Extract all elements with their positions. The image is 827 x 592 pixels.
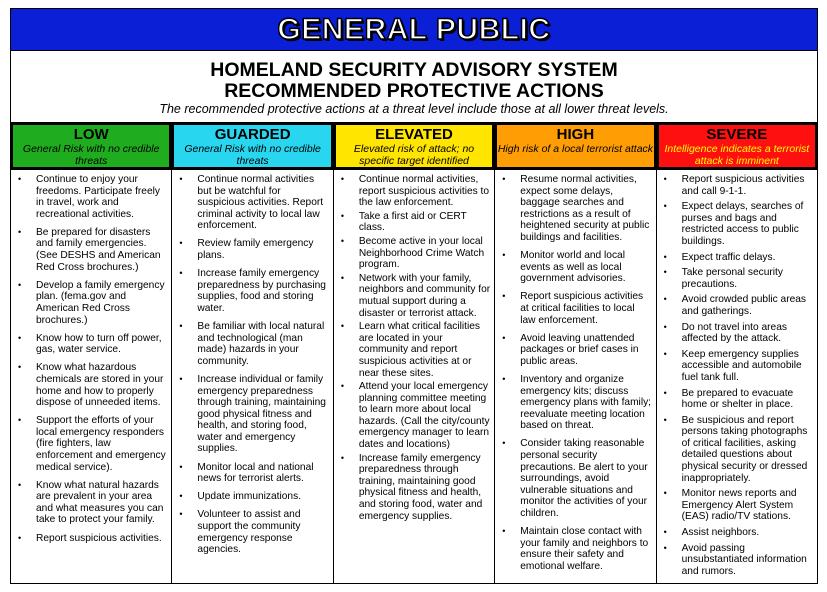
level-description: General Risk with no credible threats (184, 143, 321, 167)
action-item (339, 381, 491, 451)
action-item (16, 480, 168, 526)
bullet-icon: • (663, 348, 667, 359)
action-text: Avoid passing unsubstantiated information and rumors. (681, 542, 807, 577)
bullet-icon: • (340, 235, 344, 246)
action-text: Know what hazardous chemicals are stored in your home and how to properly dispose of unneeded items. (36, 362, 164, 409)
bullet-icon: • (179, 174, 183, 184)
actions-list-high (495, 170, 655, 584)
action-item (500, 333, 652, 368)
bullet-icon: • (663, 527, 667, 538)
bullet-icon: • (502, 438, 506, 449)
bullet-icon: • (18, 415, 22, 426)
threat-level-table (10, 122, 818, 584)
action-text: Report suspicious activities at critical facilities to local law enforcement. (520, 291, 644, 326)
bullet-icon: • (179, 321, 183, 332)
action-item (662, 543, 814, 578)
document-title-line1: HOMELAND SECURITY ADVISORY SYSTEM (210, 59, 618, 81)
action-text: Review family emergency plans. (197, 238, 314, 262)
action-item (500, 250, 652, 285)
action-item (16, 174, 168, 220)
action-text: Expect traffic delays. (681, 251, 776, 263)
action-item (662, 349, 814, 384)
bullet-icon: • (502, 250, 506, 261)
level-name: SEVERE (706, 126, 768, 143)
action-item (16, 533, 168, 545)
bullet-icon: • (340, 381, 344, 392)
bullet-icon: • (663, 488, 667, 499)
action-item (177, 462, 329, 485)
actions-list-guarded (172, 170, 332, 584)
action-text: Report suspicious activities. (36, 532, 162, 544)
column-header-low (11, 122, 171, 170)
action-text: Take a first aid or CERT class. (358, 210, 467, 234)
bullet-icon: • (340, 210, 344, 221)
action-item (500, 438, 652, 519)
level-name: LOW (73, 126, 109, 143)
action-item (177, 174, 329, 232)
action-text: Consider taking reasonable personal security precautions. Be alert to your surroundings, avoid vulnerable situations and monitor the activities of your children. (520, 438, 648, 519)
bullet-icon: • (179, 268, 183, 279)
action-text: Develop a family emergency plan. (fema.gov and American Red Cross brochures.) (36, 279, 165, 326)
action-text: Report suspicious activities and call 9-1-1. (681, 174, 805, 197)
actions-list-severe (657, 170, 817, 584)
action-item (500, 174, 652, 244)
bullet-icon: • (340, 174, 344, 184)
bullet-icon: • (663, 294, 667, 305)
action-text: Avoid crowded public areas and gatherings. (681, 294, 807, 317)
action-item (500, 526, 652, 572)
bullet-icon: • (663, 174, 667, 184)
action-item (177, 509, 329, 555)
action-text: Do not travel into areas affected by the attack. (681, 321, 787, 345)
action-text: Maintain close contact with your family and neighbors to ensure their safety and emotional welfare. (520, 526, 649, 572)
action-item (662, 294, 814, 317)
action-text: Keep emergency supplies accessible and automobile fuel tank full. (681, 348, 802, 383)
bullet-icon: • (663, 414, 667, 425)
action-text: Be familiar with local natural and technological (man made) hazards in your community. (197, 321, 325, 367)
bullet-icon: • (179, 509, 183, 520)
action-item (177, 321, 329, 367)
action-text: Monitor news reports and Emergency Alert System (EAS) radio/TV stations. (681, 488, 797, 523)
action-text: Increase individual or family emergency preparedness through training, maintaining good physical fitness and health, and storing food, water and emergency supplies. (197, 373, 326, 455)
action-item (662, 174, 814, 197)
bullet-icon: • (18, 362, 22, 373)
level-description: Intelligence indicates a terrorist attack is imminent (664, 143, 810, 167)
banner-title: GENERAL PUBLIC (277, 12, 551, 46)
action-text: Become active in your local Neighborhood Crime Watch program. (358, 235, 485, 271)
column-header-severe (657, 122, 817, 170)
bullet-icon: • (340, 452, 344, 463)
action-text: Attend your local emergency planning committee meeting to learn more about local hazards. (Call the city/county emergency manager to learn dates and locations) (358, 381, 490, 451)
action-item (662, 252, 814, 264)
action-item (662, 415, 814, 485)
action-text: Support the efforts of your local emergency responders (fire fighters, law enforcement and emergency medical service). (36, 415, 166, 473)
action-item (177, 268, 329, 314)
action-item (177, 374, 329, 455)
action-text: Know what natural hazards are prevalent in your area and what measures you can take to protect your family. (36, 479, 164, 526)
column-severe (657, 122, 818, 584)
bullet-icon: • (502, 373, 506, 384)
action-text: Be suspicious and report persons taking photographs of critical facilities, asking detailed questions about physical security or dressed inappropriately. (681, 414, 808, 484)
bullet-icon: • (179, 238, 183, 249)
action-item (16, 280, 168, 326)
bullet-icon: • (340, 321, 344, 332)
bullet-icon: • (340, 272, 344, 283)
bullet-icon: • (502, 174, 506, 184)
action-item (16, 415, 168, 473)
action-text: Update immunizations. (197, 491, 302, 503)
bullet-icon: • (179, 461, 183, 472)
level-name: GUARDED (214, 126, 291, 143)
action-item (339, 321, 491, 379)
action-text: Continue to enjoy your freedoms. Participate freely in travel, work and recreational activities. (36, 174, 161, 220)
bullet-icon: • (18, 332, 22, 343)
bullet-icon: • (179, 491, 183, 502)
level-description: General Risk with no credible threats (22, 143, 160, 167)
action-item (339, 236, 491, 271)
action-text: Continue normal activities but be watchful for suspicious activities. Report criminal activity to local law enforcement. (197, 174, 324, 232)
action-text: Resume normal activities, expect some delays, baggage searches and restrictions as a result of heightened security at public buildings and facilities. (520, 174, 650, 243)
bullet-icon: • (502, 332, 506, 343)
action-text: Continue normal activities, report suspicious activities to the law enforcement. (358, 174, 490, 209)
column-elevated (334, 122, 495, 584)
column-low (11, 122, 172, 584)
bullet-icon: • (663, 542, 667, 553)
action-item (339, 211, 491, 234)
action-text: Learn what critical facilities are located in your community and report suspicious activities at or near these sites. (358, 321, 480, 379)
action-item (177, 238, 329, 261)
action-item (662, 527, 814, 539)
level-name: HIGH (556, 126, 595, 143)
action-item (500, 374, 652, 432)
action-text: Inventory and organize emergency kits; discuss emergency plans with family; reevaluate meeting location based on threat. (520, 373, 652, 432)
bullet-icon: • (18, 279, 22, 290)
column-high (495, 122, 656, 584)
document-subtitle: The recommended protective actions at a threat level include those at all lower threat levels. (159, 102, 669, 116)
column-guarded (172, 122, 333, 584)
bullet-icon: • (663, 267, 667, 278)
action-text: Assist neighbors. (681, 527, 760, 539)
bullet-icon: • (663, 201, 667, 212)
action-item (500, 291, 652, 326)
action-text: Network with your family, neighbors and community for mutual support during a disaster or terrorist attack. (358, 272, 491, 319)
action-text: Expect delays, searches of purses and bags and restricted access to public buildings. (681, 201, 804, 247)
bullet-icon: • (502, 291, 506, 302)
action-item (662, 267, 814, 290)
actions-list-elevated (334, 170, 494, 584)
action-text: Be prepared to evacuate home or shelter in place. (681, 387, 794, 411)
action-item (177, 491, 329, 503)
action-item (662, 201, 814, 247)
action-text: Know how to turn off power, gas, water service. (36, 332, 162, 356)
level-name: ELEVATED (375, 126, 453, 143)
action-item (16, 333, 168, 356)
action-text: Monitor world and local events as well as local government advisories. (520, 250, 626, 285)
action-item (339, 453, 491, 523)
bullet-icon: • (663, 387, 667, 398)
bullet-icon: • (18, 532, 22, 543)
action-item (662, 488, 814, 523)
audience-banner (10, 8, 818, 51)
action-item (339, 174, 491, 209)
bullet-icon: • (663, 321, 667, 332)
bullet-icon: • (502, 526, 506, 537)
action-text: Be prepared for disasters and family emergencies. (See DESHS and American Red Cross brochures.) (36, 226, 161, 273)
bullet-icon: • (663, 251, 667, 262)
column-header-elevated (334, 122, 494, 170)
bullet-icon: • (179, 373, 183, 384)
action-item (16, 362, 168, 408)
action-text: Monitor local and national news for terrorist alerts. (197, 461, 314, 485)
action-item (339, 273, 491, 319)
bullet-icon: • (18, 174, 22, 184)
column-header-high (495, 122, 655, 170)
action-text: Volunteer to assist and support the community emergency response agencies. (197, 509, 301, 556)
level-description: High risk of a local terrorist attack (497, 143, 654, 155)
action-text: Take personal security precautions. (681, 267, 783, 290)
column-header-guarded (172, 122, 332, 170)
action-item (662, 388, 814, 411)
level-description: Elevated risk of attack; no specific target identified (353, 143, 475, 167)
actions-list-low (11, 170, 171, 584)
document-title-line2: RECOMMENDED PROTECTIVE ACTIONS (224, 80, 604, 102)
action-text: Increase family emergency preparedness by purchasing supplies, food and storing water. (197, 268, 326, 314)
action-item (662, 322, 814, 345)
bullet-icon: • (18, 479, 22, 490)
action-text: Increase family emergency preparedness through training, maintaining good physical fitness and health, and storing food, water and emergency supplies. (358, 452, 483, 522)
bullet-icon: • (18, 226, 22, 237)
action-item (16, 227, 168, 273)
action-text: Avoid leaving unattended packages or brief cases in public areas. (520, 332, 639, 367)
